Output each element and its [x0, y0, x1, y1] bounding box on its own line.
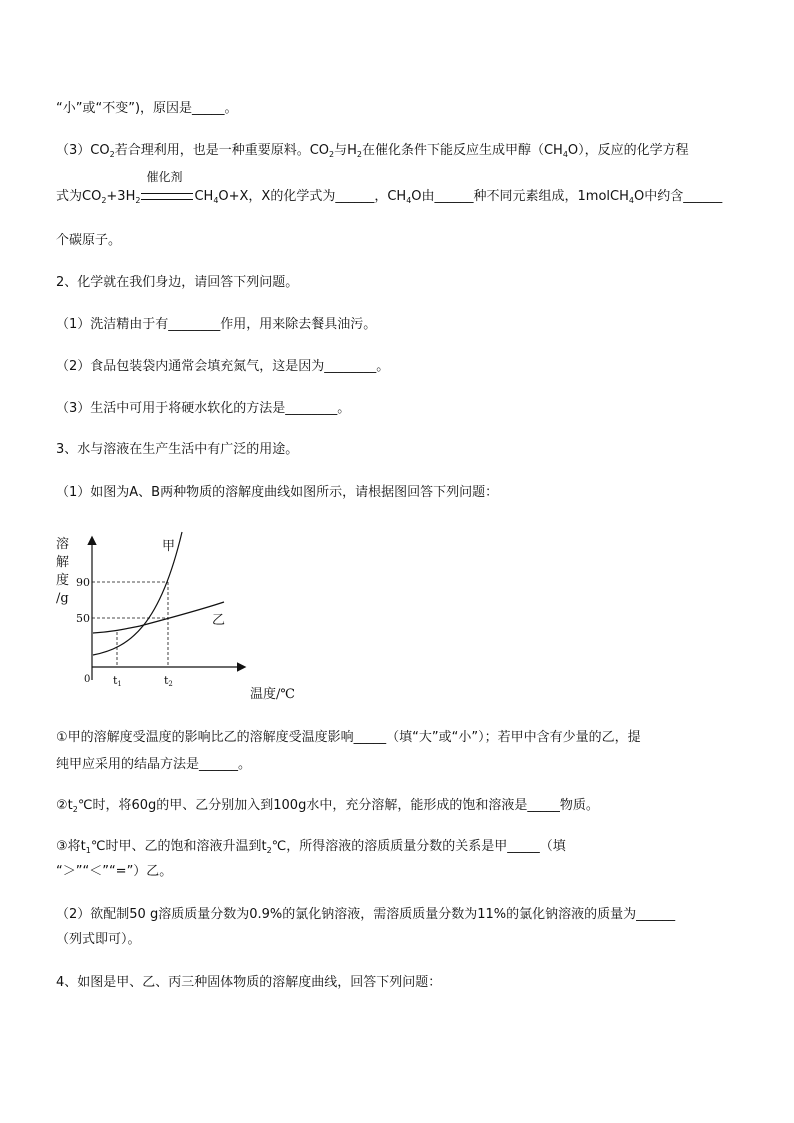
subscript: 2: [101, 196, 107, 205]
subscript: 2: [135, 196, 141, 205]
subscript: 4: [628, 196, 634, 205]
reaction-arrow: [140, 170, 194, 206]
question-3-2: （2）欲配制50 g溶质质量分数为0.9%的氯化钠溶液，需溶质质量分数为11%的氯化钠溶液的质量为______: [56, 907, 676, 922]
solubility-chart: [50, 530, 295, 710]
text: ℃，所得溶液的溶质质量分数的关系是甲_____（填: [271, 839, 566, 854]
y-tick-label: 90: [76, 576, 90, 589]
text: ℃时甲、乙的饱和溶液升温到t: [90, 839, 267, 854]
subscript: 2: [109, 150, 115, 159]
question-1-3: [56, 142, 689, 160]
subscript: 2: [329, 150, 335, 159]
y-axis-label-char: 度: [56, 573, 70, 588]
text: ℃时，将60g的甲、乙分别加入到100g水中，充分溶解，能形成的饱和溶液是_____物质。: [77, 798, 599, 813]
curves: [93, 532, 225, 655]
text: （3）CO: [56, 143, 110, 158]
origin-label: 0: [84, 674, 91, 685]
question-3-1-a: ①甲的溶解度受温度的影响比乙的溶解度受温度影响_____（填“大”或“小”）；若甲中含有少量的乙，提: [56, 730, 641, 745]
equals-bar: [141, 193, 193, 200]
question-2-1: （1）洗洁精由于有________作用，用来除去餐具油污。: [56, 317, 377, 332]
guide-lines: [92, 582, 168, 667]
text: ③将t: [56, 839, 86, 854]
question-3-2-cont: （列式即可）。: [56, 932, 141, 947]
subscript: 4: [213, 196, 219, 205]
series-label-yi: 乙: [212, 613, 226, 628]
question-3-1: （1）如图为A、B两种物质的溶解度曲线如图所示，请根据图回答下列问题：: [56, 485, 499, 500]
x-axis-label: 温度/℃: [250, 687, 295, 702]
y-tick-label: 50: [76, 612, 90, 625]
text: 式为CO: [56, 189, 102, 204]
question-3-1-c: [56, 838, 566, 856]
question-2-2: （2）食品包装袋内通常会填充氮气，这是因为________。: [56, 359, 390, 374]
text: O），反应的化学方程: [567, 143, 689, 158]
curve-yi: [93, 602, 224, 633]
question-3-heading: 3、水与溶液在生产生活中有广泛的用途。: [56, 442, 299, 457]
text: 与H: [334, 143, 357, 158]
subscript: 4: [562, 150, 568, 159]
x-tick-label: t1: [113, 674, 122, 688]
y-axis-label: [56, 536, 69, 606]
subscript: 2: [356, 150, 362, 159]
question-4-heading: 4、如图是甲、乙、丙三种固体物质的溶解度曲线，回答下列问题：: [56, 975, 442, 990]
text: O+X，X的化学式为______，CH: [218, 189, 407, 204]
text: +3H: [106, 189, 136, 204]
catalyst-label: 催化剂: [146, 170, 183, 184]
text: 若合理利用，也是一种重要原料。CO: [114, 143, 329, 158]
text: CH: [194, 189, 214, 204]
line-carbon-atoms: 个碳原子。: [56, 233, 122, 248]
line-answer-continuation: “小”或“不变”)，原因是_____。: [56, 101, 238, 116]
y-axis-label-char: 解: [56, 555, 70, 570]
subscript: 1: [85, 846, 91, 855]
subscript: 4: [406, 196, 412, 205]
question-3-1-a-cont: 纯甲应采用的结晶方法是______。: [56, 757, 252, 772]
subscript: 2: [72, 805, 78, 814]
subscript: 2: [266, 846, 272, 855]
question-3-1-b: [56, 797, 599, 815]
question-2-heading: 2、化学就在我们身边，请回答下列问题。: [56, 275, 299, 290]
text: O由______种不同元素组成，1molCH: [411, 189, 629, 204]
series-label-jia: 甲: [162, 539, 176, 554]
text: ②t: [56, 798, 73, 813]
text: O中约含______: [633, 189, 723, 204]
x-tick-label: t2: [164, 674, 173, 688]
chemical-equation-line: [56, 170, 723, 206]
y-axis-label-char: /g: [56, 591, 69, 606]
question-2-3: （3）生活中可用于将硬水软化的方法是________。: [56, 401, 351, 416]
text: 在催化条件下能反应生成甲醇（CH: [361, 143, 563, 158]
question-3-1-c-cont: “＞”“＜”“=”）乙。: [56, 864, 173, 879]
y-axis-label-char: 溶: [56, 537, 70, 552]
